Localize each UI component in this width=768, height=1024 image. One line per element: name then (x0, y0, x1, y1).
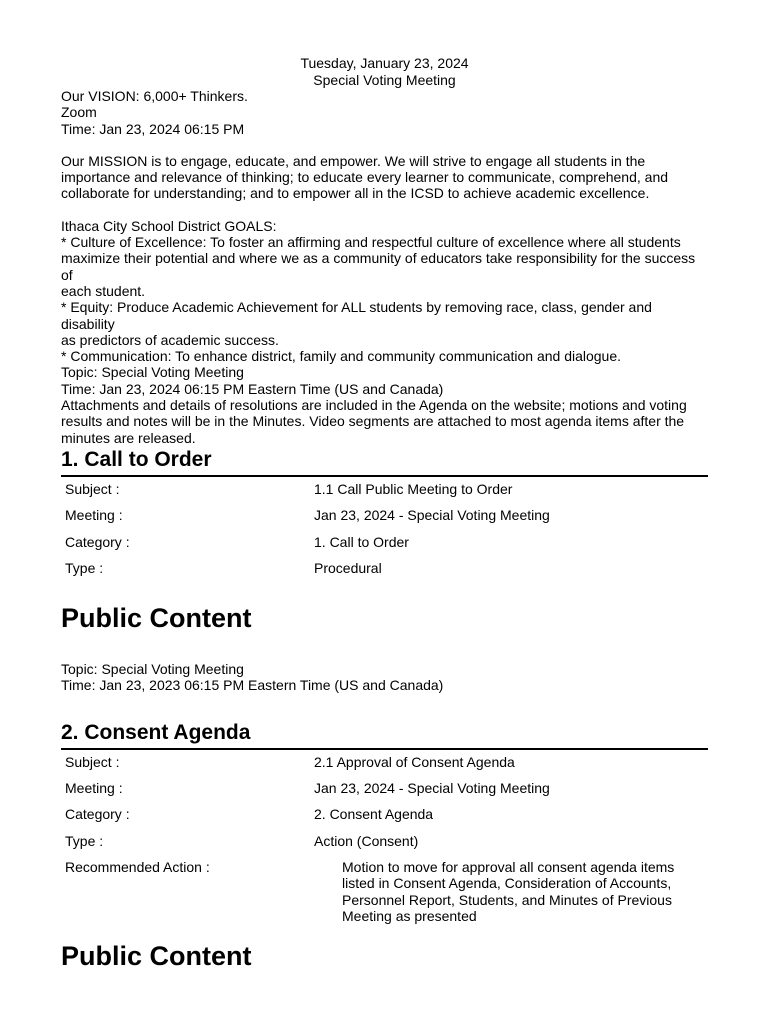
public-time-line: Time: Jan 23, 2023 06:15 PM Eastern Time (US and Canada) (61, 677, 444, 694)
detail-label: Category : (65, 533, 130, 550)
detail-row (61, 481, 708, 507)
mission-statement: Our MISSION is to engage, educate, and empower. We will strive to engage all students in the importance and relevance of thinking; to educate every learner to communicate, comprehend, and collaborate for understanding; and to empower all in the ICSD to achieve academic excellence. (61, 152, 669, 202)
detail-value: 1.1 Call Public Meeting to Order (314, 480, 513, 497)
detail-row (61, 806, 708, 832)
detail-row (61, 859, 708, 924)
section-title-call-to-order: 1. Call to Order (61, 447, 212, 471)
detail-value: Action (Consent) (314, 832, 419, 849)
detail-value: Jan 23, 2024 - Special Voting Meeting (314, 507, 550, 524)
meeting-title: Special Voting Meeting (313, 71, 456, 88)
meeting-date: Tuesday, January 23, 2024 (300, 55, 469, 71)
meeting-time: Time: Jan 23, 2024 06:15 PM (61, 120, 245, 137)
topic-time-line: Time: Jan 23, 2024 06:15 PM Eastern Time (US and Canada) (61, 380, 444, 397)
goal-equity: * Equity: Produce Academic Achievement for ALL students by removing race, class, gender and disability as predictors of academic success. (61, 299, 652, 348)
section-2-details (61, 754, 708, 924)
goal-culture: * Culture of Excellence: To foster an affirming and respectful culture of excellence where all students maximize their potential and where we as a community of educators take responsibility for the success of each student. (61, 234, 696, 299)
detail-row (61, 560, 708, 586)
detail-row (61, 833, 708, 859)
detail-value: Jan 23, 2024 - Special Voting Meeting (314, 780, 550, 797)
detail-label: Meeting : (65, 507, 123, 524)
document-header (61, 55, 708, 88)
detail-value: Procedural (314, 559, 382, 576)
detail-label: Subject : (65, 753, 120, 770)
topic-line: Topic: Special Voting Meeting (61, 364, 244, 381)
detail-row (61, 534, 708, 560)
detail-label: Recommended Action : (65, 858, 210, 875)
section-title-consent-agenda: 2. Consent Agenda (61, 720, 251, 744)
detail-value: 2. Consent Agenda (314, 806, 434, 823)
section-1-details (61, 481, 708, 586)
section-divider (61, 475, 708, 477)
detail-label: Meeting : (65, 780, 123, 797)
detail-label: Type : (65, 832, 104, 849)
detail-label: Category : (65, 806, 130, 823)
recommended-action-text: Motion to move for approval all consent agenda items listed in Consent Agenda, Consideration of Accounts, Personnel Report, Students, and Minutes of Previous Meeting as presented (342, 858, 675, 924)
detail-value (310, 859, 708, 924)
detail-label: Subject : (65, 480, 120, 497)
vision-statement: Our VISION: 6,000+ Thinkers. (61, 88, 248, 104)
attachments-note: Attachments and details of resolutions are included in the Agenda on the website; motions and voting results and notes will be in the Minutes. Video segments are attached to most agenda items after the minutes are released. (61, 397, 687, 446)
detail-row (61, 507, 708, 533)
public-topic-line: Topic: Special Voting Meeting (61, 661, 244, 678)
agenda-document (61, 55, 708, 972)
public-content-heading: Public Content (61, 603, 252, 634)
detail-value: 2.1 Approval of Consent Agenda (314, 753, 515, 770)
meeting-location: Zoom (61, 104, 97, 121)
detail-row (61, 754, 708, 780)
goal-communication: * Communication: To enhance district, family and community communication and dialogue. (61, 348, 622, 365)
detail-label: Type : (65, 559, 104, 576)
section-divider (61, 748, 708, 750)
goals-heading: Ithaca City School District GOALS: (61, 217, 277, 234)
detail-value: 1. Call to Order (314, 533, 409, 550)
detail-row (61, 780, 708, 806)
public-content-heading: Public Content (61, 941, 252, 972)
